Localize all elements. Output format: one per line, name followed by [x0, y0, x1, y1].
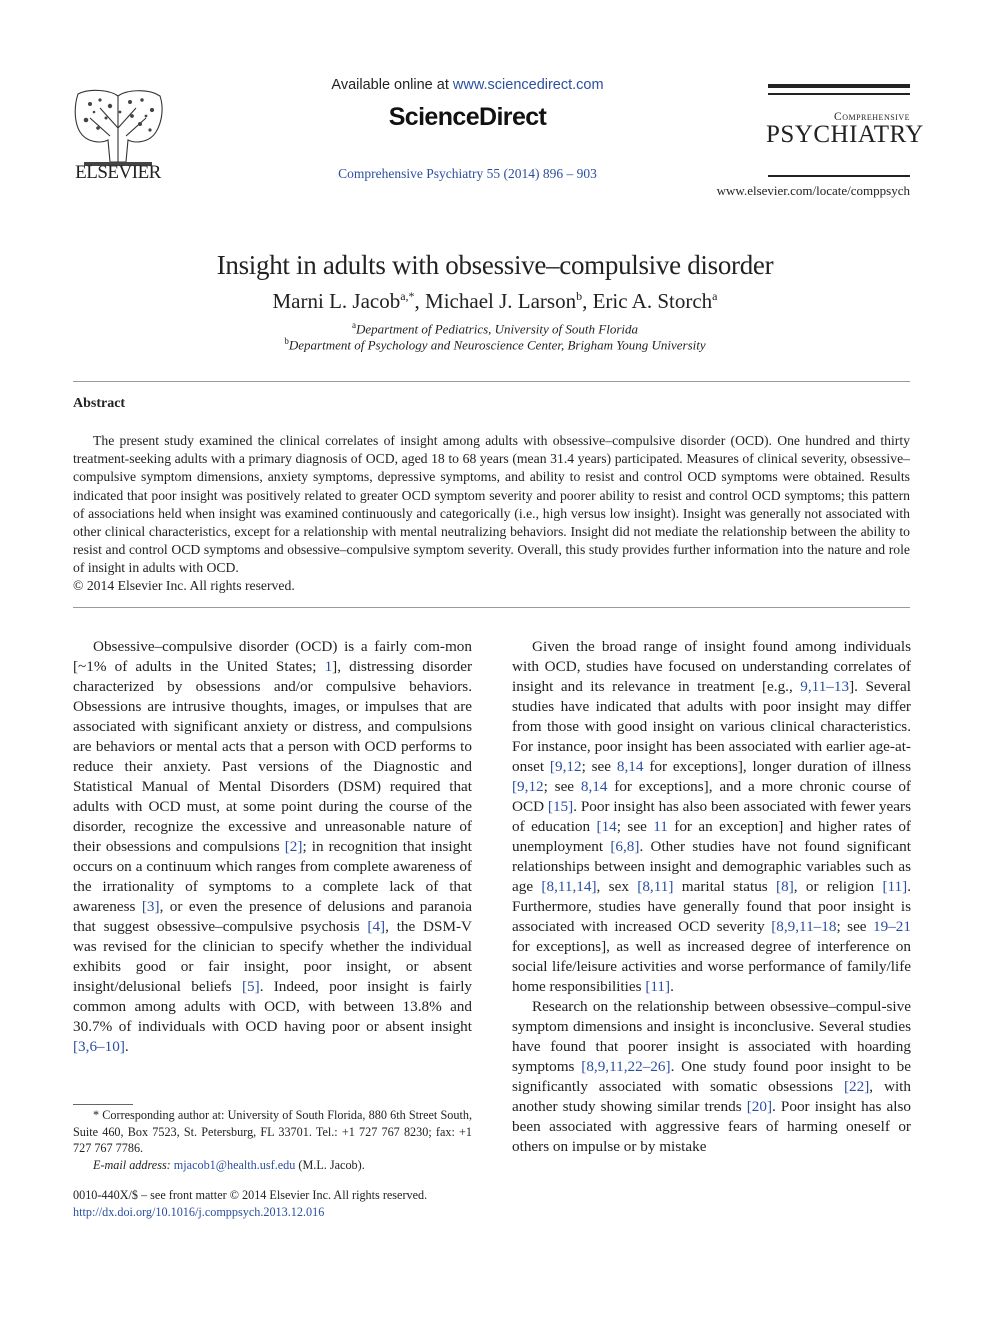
citation-link[interactable]: [8] [776, 878, 794, 895]
abstract-heading: Abstract [73, 396, 126, 411]
abstract-text: The present study examined the clinical correlates of insight among adults with obsessive–compulsive disorder (OCD). One hundred and thirty treatment-seeking adults with a primary diagnosis of OCD, aged 18 to 68 years (mean 31.4 years) participated. Measures of clinical severity, obsessive–compulsive symptom dimensions, anxiety symptoms, depressive symptoms, and ability to resist and control OCD symptoms were obtained. Results indicated that poor insight was positively related to greater OCD symptom severity and poorer ability to resist and control OCD symptoms; this pattern of associations held when insight was examined continuously and categorically (i.e., high versus low insight). Insight was generally not associated with other clinical characteristics, except for a relationship with mental neutralizing behaviors. Insight did not mediate the relationship between the ability to resist and control OCD symptoms and obsessive–compulsive symptom severity. Overall, this study provides further information into the nature and role of insight in adults with OCD. [73, 433, 910, 576]
citation-link[interactable]: [5] [241, 978, 260, 995]
affiliation-a: $^a$Department of Pediatrics, University of South Florida [352, 320, 638, 337]
citation-link[interactable]: [11] [882, 878, 908, 895]
body-paragraph: Obsessive–compulsive disorder (OCD) is a fairly com-mon [~1% of adults in the United States; 1], distressing disorder characterized by obsessions and/or compulsive behaviors. Obsessions are intrusive thoughts, images, or impulses that are associated with significant anxiety or distress, and compulsions are behaviors or mental acts that a person with OCD performs to reduce their anxiety. Past versions of the Diagnostic and Statistical Manual of Mental Disorders (DSM) required that adults with OCD must, at some point during the course of the disorder, recognize the excessive and unreasonable nature of their obsessions and compulsions [2]; in recognition that insight occurs on a continuum which ranges from complete awareness of the irrationality of symptoms to a complete lack of that awareness [3], or even the presence of delusions and paranoia that suggest obsessive–compulsive psychosis [4], the DSM-V was revised for the clinician to specify whether the individual exhibits good or fair insight, poor insight, or absent insight/delusional beliefs [5]. Indeed, poor insight is fairly common among adults with OCD, with between 13.8% and 30.7% of individuals with OCD having poor or absent insight [3,6–10]. [73, 638, 473, 1055]
citation-link[interactable]: [14 [596, 818, 617, 835]
journal-reference-link[interactable]: Comprehensive Psychiatry 55 (2014) 896 – 903 [338, 166, 597, 181]
citation-link[interactable]: [4] [367, 918, 386, 935]
divider-bottom [73, 607, 910, 608]
email-line: E-mail address: mjacob1@health.usf.edu (M.L. Jacob). [93, 1157, 365, 1172]
citation-link[interactable]: [15] [547, 798, 574, 815]
author-affiliation-mark: b [576, 289, 583, 303]
citation-link[interactable]: [20] [746, 1098, 773, 1115]
citation-link[interactable]: [3] [141, 898, 160, 915]
body-paragraph: Research on the relationship between obsessive–compul-sive symptom dimensions and insight is inconclusive. Several studies have found that poorer insight is associated with hoarding symptoms [8,9,11,22–26]. One study found poor insight to be significantly associated with somatic obsessions [22], with another study showing similar trends [20]. Poor insight has also been associated with aggressive fears of harming oneself or others on impulse or by mistake [512, 998, 912, 1155]
article-title: Insight in adults with obsessive–compulsive disorder [216, 250, 774, 280]
body-paragraph: Given the broad range of insight found among individuals with OCD, studies have focused on understanding correlates of insight and its relevance in treatment [e.g., 9,11–13]. Several studies have indicated that adults with poor insight may differ from those with good insight on various clinical characteristics. For instance, poor insight has been associated with earlier age-at-onset [9,12; see 8,14 for exceptions], longer duration of illness [9,12; see 8,14 for exceptions], and a more chronic course of OCD [15]. Poor insight has also been associated with fewer years of education [14; see 11 for an exception] and higher rates of unemployment [6,8]. Other studies have not found significant relationships between insight and demographic variables such as age [8,11,14], sex [8,11] marital status [8], or religion [11]. Furthermore, studies have generally found that poor insight is associated with increased OCD severity [8,9,11–18; see 19–21 for exceptions], as well as increased degree of interference on social life/leisure activities and worse performance of family/life home responsibilities [11]. [512, 638, 912, 995]
author-affiliation-mark: a [712, 289, 718, 303]
citation-link[interactable]: 9,11–13 [800, 678, 850, 695]
citation-link[interactable]: 1 [324, 658, 333, 675]
citation-link[interactable]: 11 [653, 818, 668, 835]
citation-link[interactable]: [8,9,11–18 [771, 918, 837, 935]
author-name[interactable]: Marni L. Jacob [272, 289, 401, 313]
citation-link[interactable]: 19–21 [873, 918, 911, 935]
corresponding-author-note: * Corresponding author at: University of South Florida, 880 6th Street South, Suite 460, Box 7523, St. Petersburg, FL 33701. Tel.: +1 727 767 8230; fax: +1 727 767 7786. [73, 1108, 472, 1155]
journal-logo-rule-bottom [768, 175, 910, 177]
corresponding-footnote [73, 1107, 472, 1173]
issn-block [73, 1187, 493, 1220]
footnote-rule [73, 1104, 133, 1105]
available-prefix: Available online at [331, 77, 453, 93]
body-column-right [512, 637, 911, 1157]
author-name[interactable]: Michael J. Larson [425, 289, 577, 313]
citation-link[interactable]: 8,14 [580, 778, 608, 795]
elsevier-wordmark: ELSEVIER [75, 162, 161, 183]
journal-logo-rule-mid [768, 93, 910, 95]
body-column-left [73, 637, 472, 1057]
author-affiliation-mark: a,* [400, 289, 415, 303]
citation-link[interactable]: [2] [284, 838, 303, 855]
citation-link[interactable]: [8,11] [637, 878, 674, 895]
email-link[interactable]: mjacob1@health.usf.edu [173, 1157, 296, 1172]
affiliation-b: $^b$Department of Psychology and Neuroscience Center, Brigham Young University [284, 336, 706, 353]
author-name[interactable]: Eric A. Storch [592, 289, 713, 313]
journal-homepage-link[interactable]: www.elsevier.com/locate/comppsych [716, 183, 910, 198]
citation-link[interactable]: [3,6–10] [73, 1038, 125, 1055]
journal-logo-rule-top [768, 84, 910, 88]
citation-link[interactable]: [22] [843, 1078, 870, 1095]
journal-logo-psychiatry: PSYCHIATRY [766, 121, 924, 148]
journal-logo-comprehensive: Comprehensive [834, 111, 910, 123]
author-list: Marni L. Jacob$^{a,*}$, Michael J. Larson$^b$, Eric A. Storch$^a$ [272, 289, 718, 313]
citation-link[interactable]: [9,12 [549, 758, 582, 775]
sciencedirect-url-link[interactable]: www.sciencedirect.com [452, 77, 604, 93]
citation-link[interactable]: [8,9,11,22–26] [581, 1058, 671, 1075]
citation-link[interactable]: [6,8] [610, 838, 640, 855]
divider-top [73, 381, 910, 382]
citation-link[interactable]: 8,14 [616, 758, 644, 775]
citation-link[interactable]: [9,12 [512, 778, 544, 795]
citation-link[interactable]: [11] [645, 978, 671, 995]
doi-link[interactable]: http://dx.doi.org/10.1016/j.comppsych.2013.12.016 [73, 1204, 325, 1219]
sciencedirect-logo: ScienceDirect [388, 103, 547, 131]
issn-line: 0010-440X/$ – see front matter © 2014 Elsevier Inc. All rights reserved. [73, 1188, 428, 1202]
citation-link[interactable]: [8,11,14] [541, 878, 597, 895]
abstract-copyright: © 2014 Elsevier Inc. All rights reserved. [73, 578, 295, 593]
